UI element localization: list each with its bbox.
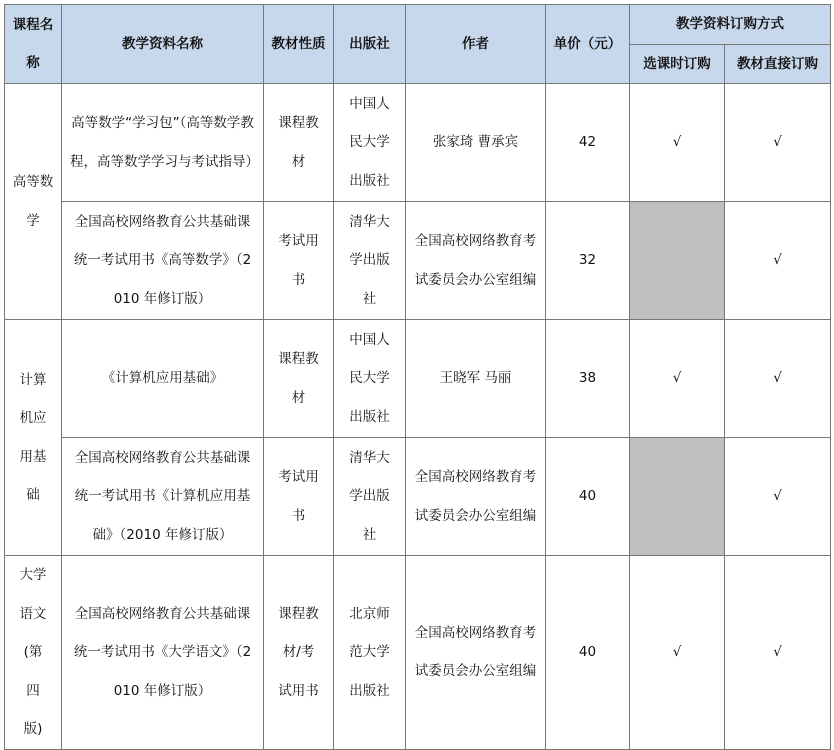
check-mark: √	[773, 370, 782, 387]
check-mark: √	[672, 644, 682, 660]
publisher-cell	[334, 202, 406, 320]
header-course: 课程名称	[5, 5, 62, 84]
price-value: 42	[578, 134, 597, 151]
check-mark: √	[773, 644, 782, 660]
author-name: 王晓军 马丽	[439, 370, 512, 387]
publisher-cell	[334, 320, 406, 438]
author-name: 全国高校网络教育考试委员会办公室组编	[414, 233, 537, 288]
publisher-name: 清华大学出版社	[349, 449, 390, 543]
nature-cell	[264, 202, 334, 320]
order-direct-cell	[725, 438, 831, 556]
nature-cell	[264, 84, 334, 202]
author-cell	[406, 84, 546, 202]
course-cell	[5, 84, 62, 320]
price-cell	[546, 556, 630, 750]
price-value: 40	[578, 488, 597, 505]
check-mark: √	[672, 134, 682, 151]
publisher-cell	[334, 84, 406, 202]
material-nature: 考试用书	[278, 233, 319, 288]
price-value: 38	[578, 370, 597, 387]
material-name: 全国高校网络教育公共基础课统一考试用书《计算机应用基础》（2010 年修订版）	[74, 449, 251, 543]
course-cell	[5, 320, 62, 556]
material-name-cell	[62, 202, 264, 320]
publisher-name: 清华大学出版社	[349, 213, 390, 307]
course-label: 计算机应用基础	[19, 371, 47, 503]
textbook-order-table	[4, 4, 831, 750]
order-with-course-cell	[630, 320, 725, 438]
order-with-course-cell	[630, 202, 725, 320]
author-cell	[406, 320, 546, 438]
check-mark: √	[773, 252, 782, 269]
material-name: 全国高校网络教育公共基础课统一考试用书《高等数学》（2010 年修订版）	[73, 213, 252, 307]
nature-cell	[264, 438, 334, 556]
order-with-course-cell	[630, 438, 725, 556]
check-mark: √	[773, 488, 782, 505]
header-nature: 教材性质	[264, 5, 334, 84]
nature-cell	[264, 320, 334, 438]
material-name: 《计算机应用基础》	[101, 370, 224, 387]
material-name: 高等数学“学习包”（高等数学教程，高等数学学习与考试指导）	[70, 115, 259, 170]
header-price: 单价（元）	[546, 5, 630, 84]
price-cell	[546, 84, 630, 202]
author-cell	[406, 438, 546, 556]
material-nature: 课程教材	[278, 351, 319, 406]
check-mark: √	[773, 134, 782, 151]
order-direct-cell	[725, 202, 831, 320]
material-nature: 课程教材/考试用书	[278, 605, 319, 699]
header-order-method: 教学资料订购方式	[630, 5, 831, 45]
material-name-cell	[62, 84, 264, 202]
price-cell	[546, 320, 630, 438]
material-nature: 课程教材	[278, 115, 319, 170]
header-author: 作者	[406, 5, 546, 84]
order-with-course-cell	[630, 84, 725, 202]
author-cell	[406, 556, 546, 750]
price-cell	[546, 202, 630, 320]
publisher-cell	[334, 438, 406, 556]
price-value: 32	[578, 252, 597, 269]
publisher-name: 中国人民大学出版社	[349, 331, 390, 425]
header-publisher: 出版社	[334, 5, 406, 84]
order-direct-cell	[725, 556, 831, 750]
course-label: 高等数学	[12, 174, 54, 229]
header-order-direct: 教材直接订购	[725, 45, 831, 84]
order-with-course-cell	[630, 556, 725, 750]
nature-cell	[264, 556, 334, 750]
material-name: 全国高校网络教育公共基础课统一考试用书《大学语文》（2010 年修订版）	[73, 605, 252, 699]
header-order-with-course: 选课时订购	[630, 45, 725, 84]
author-name: 全国高校网络教育考试委员会办公室组编	[414, 469, 537, 524]
price-cell	[546, 438, 630, 556]
publisher-name: 中国人民大学出版社	[349, 95, 390, 189]
check-mark: √	[672, 370, 682, 387]
header-material-name: 教学资料名称	[62, 5, 264, 84]
material-name-cell	[62, 556, 264, 750]
author-name: 张家琦 曹承宾	[432, 134, 519, 151]
order-direct-cell	[725, 84, 831, 202]
order-direct-cell	[725, 320, 831, 438]
publisher-name: 北京师范大学出版社	[349, 605, 390, 699]
author-name: 全国高校网络教育考试委员会办公室组编	[414, 624, 537, 680]
price-value: 40	[578, 644, 597, 660]
material-nature: 考试用书	[278, 469, 319, 524]
author-cell	[406, 202, 546, 320]
material-name-cell	[62, 438, 264, 556]
course-label: 大学语文(第四版)	[19, 567, 47, 737]
publisher-cell	[334, 556, 406, 750]
course-cell	[5, 556, 62, 750]
material-name-cell	[62, 320, 264, 438]
